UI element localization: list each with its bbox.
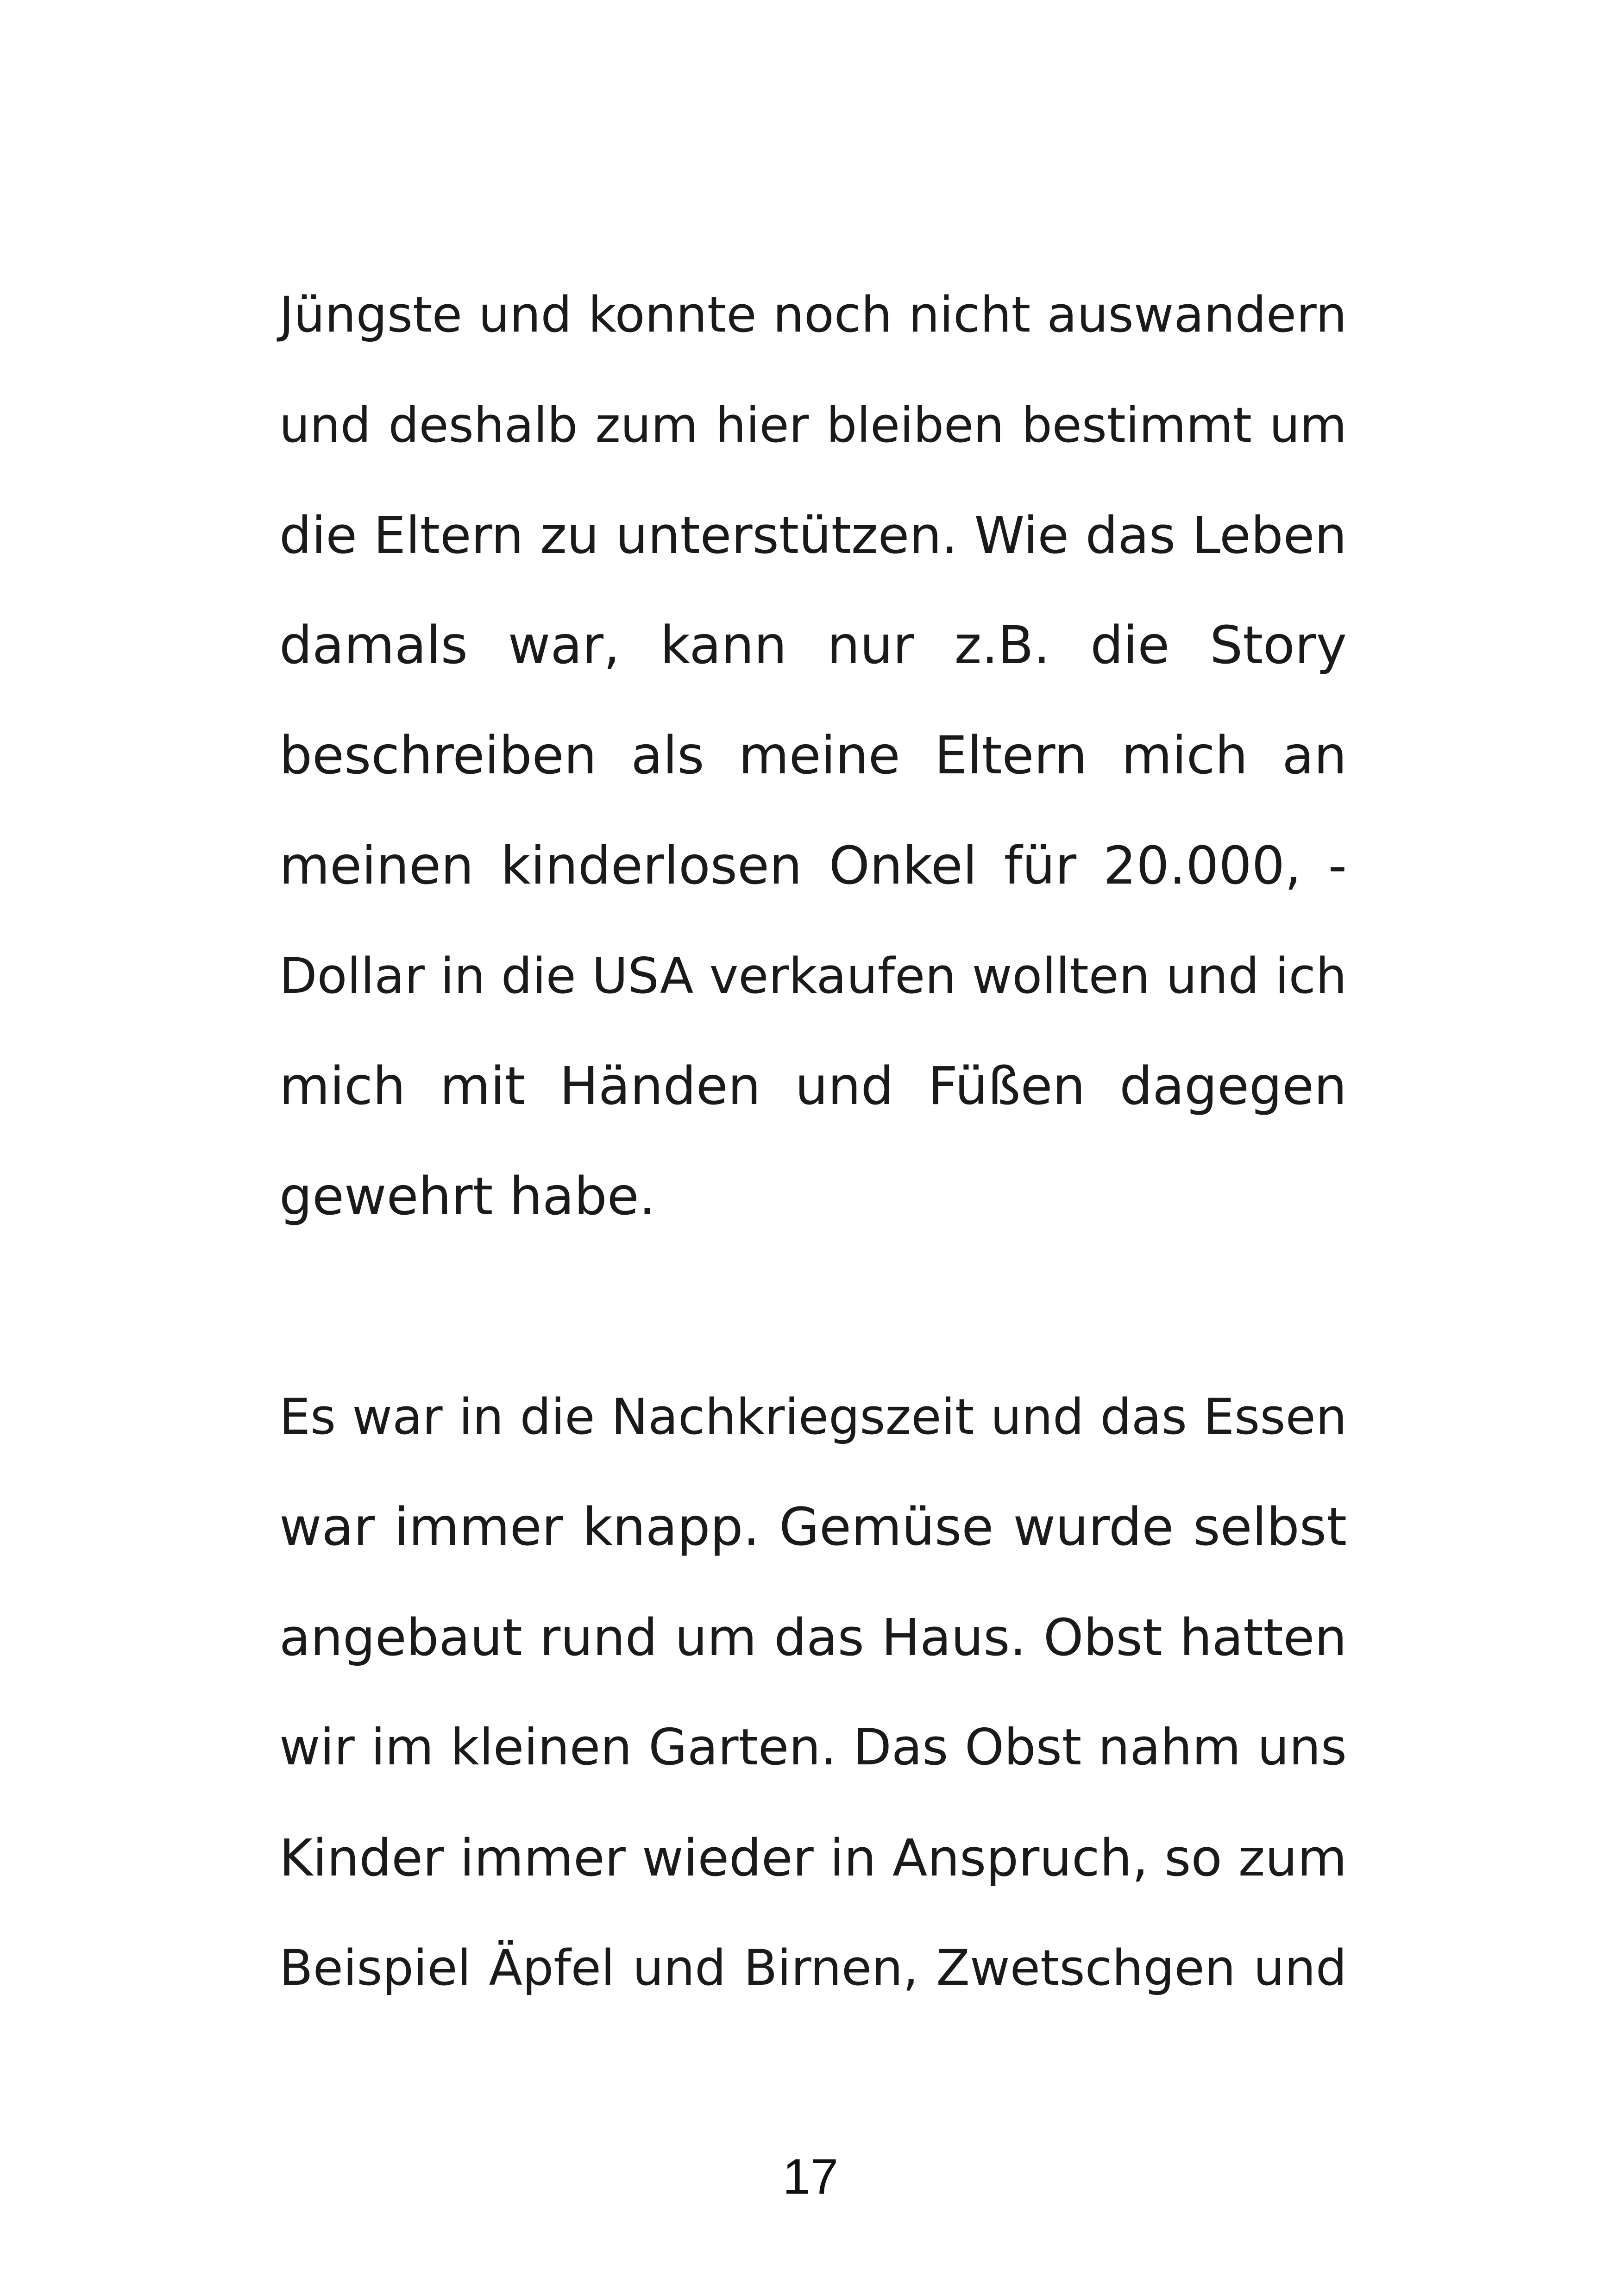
text-line: war immer knapp. Gemüse wurde selbst xyxy=(279,1497,1347,1557)
text-line: angebaut rund um das Haus. Obst hatten xyxy=(279,1608,1347,1667)
text-line: damals war, kann nur z.B. die Story xyxy=(279,615,1347,676)
text-line: Jüngste und konnte noch nicht auswandern xyxy=(279,286,1347,343)
text-line: mich mit Händen und Füßen dagegen xyxy=(279,1056,1347,1117)
text-line: Kinder immer wieder in Anspruch, so zum xyxy=(279,1828,1347,1888)
text-line: Beispiel Äpfel und Birnen, Zwetschgen und xyxy=(279,1939,1347,1996)
text-line: Dollar in die USA verkaufen wollten und ich xyxy=(279,947,1347,1004)
page-number: 17 xyxy=(782,2148,839,2204)
text-line: wir im kleinen Garten. Das Obst nahm uns xyxy=(279,1719,1347,1776)
text-line: die Eltern zu unterstützen. Wie das Leben xyxy=(279,506,1347,565)
text-line: Es war in die Nachkriegszeit und das Essen xyxy=(279,1388,1347,1445)
text-line: meinen kinderlosen Onkel für 20.000, - xyxy=(279,836,1347,896)
text-line: beschreiben als meine Eltern mich an xyxy=(279,726,1347,786)
text-line: gewehrt habe. xyxy=(279,1167,656,1227)
text-line: und deshalb zum hier bleiben bestimmt um xyxy=(279,397,1347,453)
